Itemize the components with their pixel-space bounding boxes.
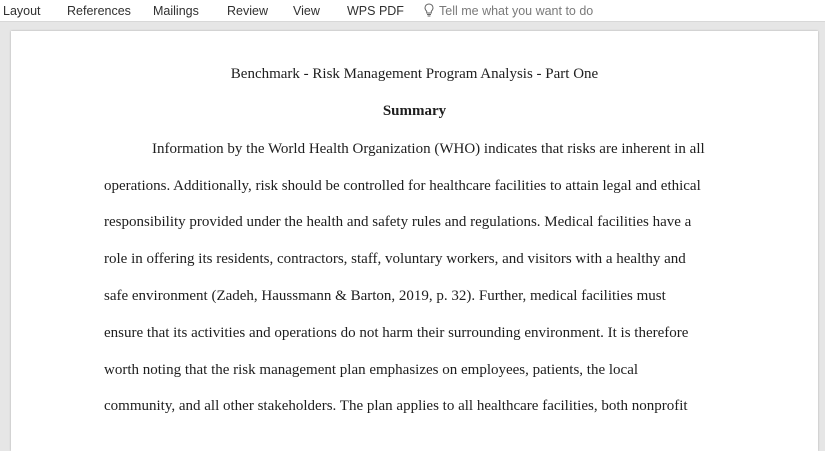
tab-wps-pdf[interactable]: WPS PDF (347, 4, 404, 18)
tell-me-placeholder: Tell me what you want to do (439, 4, 594, 18)
document-workspace (0, 22, 825, 422)
body-line-8: community, and all other stakeholders. The plan applies to all healthcare facilities, both nonprofit (104, 398, 688, 414)
tab-mailings[interactable]: Mailings (153, 4, 199, 18)
summary-heading: Summary (382, 103, 447, 119)
document-title: Benchmark - Risk Management Program Analysis - Part One (230, 66, 599, 82)
body-line-5: safe environment (Zadeh, Haussmann & Barton, 2019, p. 32). Further, medical facilities must (104, 288, 666, 304)
body-line-2: operations. Additionally, risk should be controlled for healthcare facilities to attain legal and ethical (104, 178, 701, 194)
tab-view[interactable]: View (293, 4, 320, 18)
tell-me-search[interactable] (424, 3, 593, 19)
tab-layout[interactable]: Layout (3, 4, 41, 18)
document-page[interactable] (11, 31, 818, 451)
body-line-4: role in offering its residents, contractors, staff, voluntary workers, and visitors with a healthy and (104, 251, 686, 267)
body-line-1: Information by the World Health Organization (WHO) indicates that risks are inherent in all (152, 141, 705, 157)
body-line-7: worth noting that the risk management plan emphasizes on employees, patients, the local (104, 362, 639, 378)
ribbon-tab-bar (0, 0, 825, 22)
body-line-3: responsibility provided under the health and safety rules and regulations. Medical facilities have a (104, 214, 692, 230)
body-line-6: ensure that its activities and operations do not harm their surrounding environment. It is therefore (104, 325, 689, 341)
tab-references[interactable]: References (67, 4, 131, 18)
lightbulb-icon (424, 3, 439, 20)
tab-review[interactable]: Review (227, 4, 268, 18)
